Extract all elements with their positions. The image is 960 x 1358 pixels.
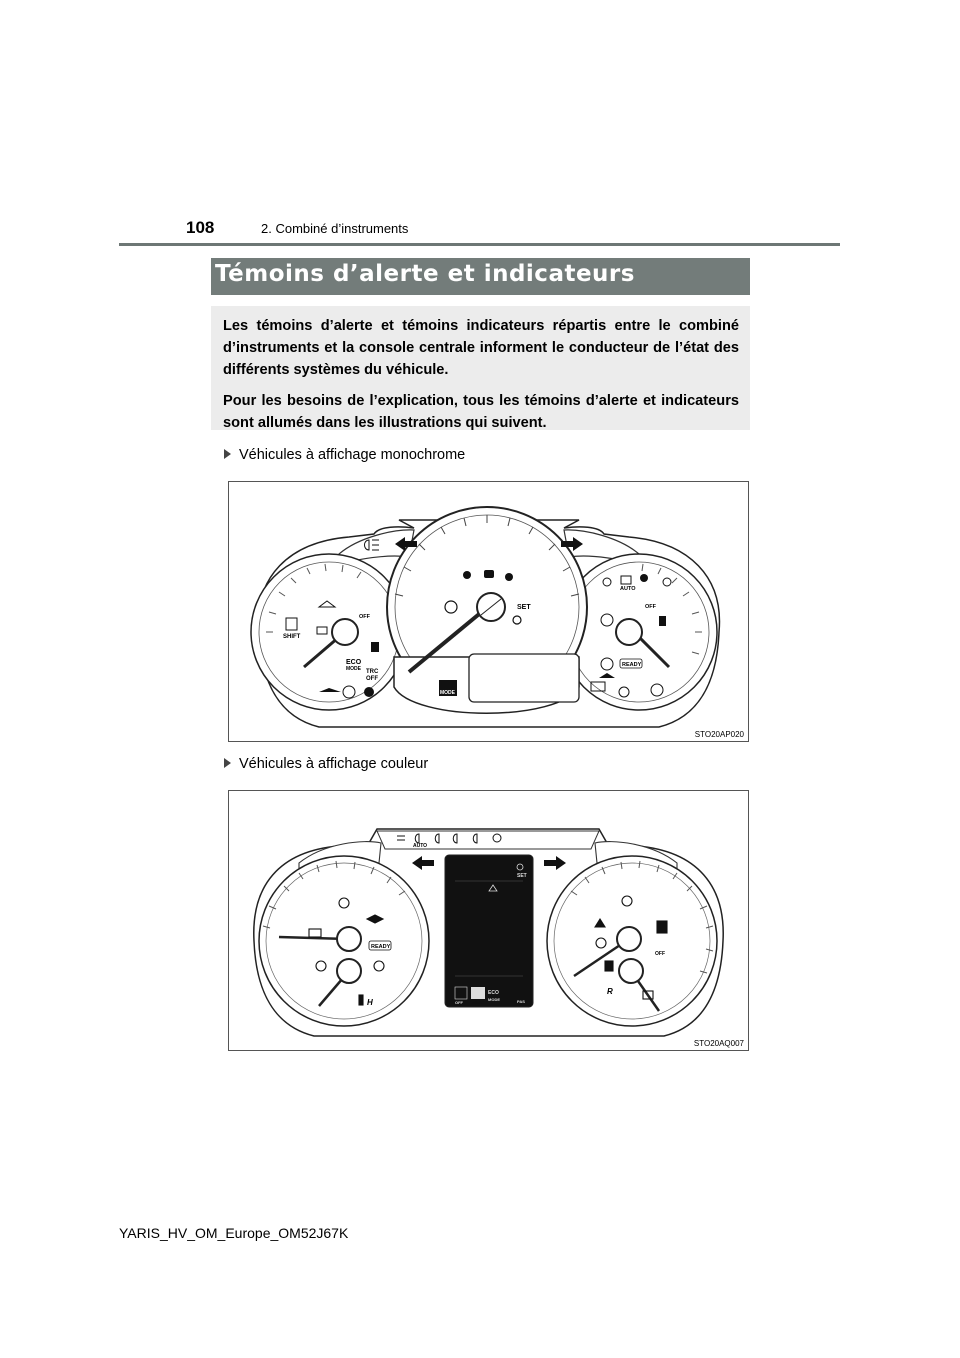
figure-2-caption: Véhicules à affichage couleur [224,756,428,772]
figure-1-caption: Véhicules à affichage monochrome [224,447,465,463]
figure-1-code: STO20AP020 [694,730,744,739]
section-title: Témoins d’alerte et indicateurs [215,261,635,287]
ready-indicator-label: READY [622,662,642,668]
off-indicator-label-2: OFF [655,951,665,957]
off-indicator-label-1: OFF [455,1000,463,1005]
temp-h-label: H [367,998,373,1007]
ev-mode-indicator-label: MODE [440,690,455,696]
header-rule [119,243,840,246]
intro-box [211,306,750,430]
trc-off-indicator-label: OFF [366,676,378,682]
trc-indicator-label: TRC [366,669,379,675]
bullet-triangle-icon [224,449,231,459]
off-indicator-label-3: OFF [645,604,656,610]
set-indicator-label: SET [517,873,527,879]
ready-indicator-label: READY [371,944,391,950]
eco-mode-indicator-label: MODE [346,666,361,672]
auto-indicator-label: AUTO [620,586,636,592]
ev-mode-indicator-label: MODE [472,1000,484,1005]
eco-indicator-label: ECO [346,659,362,666]
off-indicator-label-1: OFF [359,614,370,620]
eco-indicator-label: ECO [488,990,499,996]
chapter-title: 2. Combiné d’instruments [261,221,409,236]
figure-2-code: STO20AQ007 [693,1039,744,1048]
pas-indicator-label: PAS [517,999,525,1004]
intro-paragraph-1: Les témoins d’alerte et témoins indicateurs répartis entre le combiné d’instruments et la console centrale informent le conducteur de l’état des différents systèmes du véhicule. [223,318,739,378]
shift-indicator-label: SHIFT [283,634,301,640]
color-cluster-illustration [229,791,748,1050]
monochrome-cluster-illustration [229,482,748,741]
set-indicator-label: SET [517,604,531,611]
auto-indicator-label: AUTO [413,843,428,849]
footer-document-id: YARIS_HV_OM_Europe_OM52J67K [119,1225,349,1241]
eco-mode-indicator-label: MODE [488,997,500,1002]
figure-monochrome-cluster [228,481,749,742]
page-number: 108 [186,218,215,237]
figure-color-cluster [228,790,749,1051]
section-title-bar [211,258,750,295]
intro-paragraph-2: Pour les besoins de l’explication, tous les témoins d’alerte et indicateurs sont allumés dans les illustrations qui suivent. [223,393,739,431]
reserve-r-label: R [607,987,613,996]
bullet-triangle-icon [224,758,231,768]
